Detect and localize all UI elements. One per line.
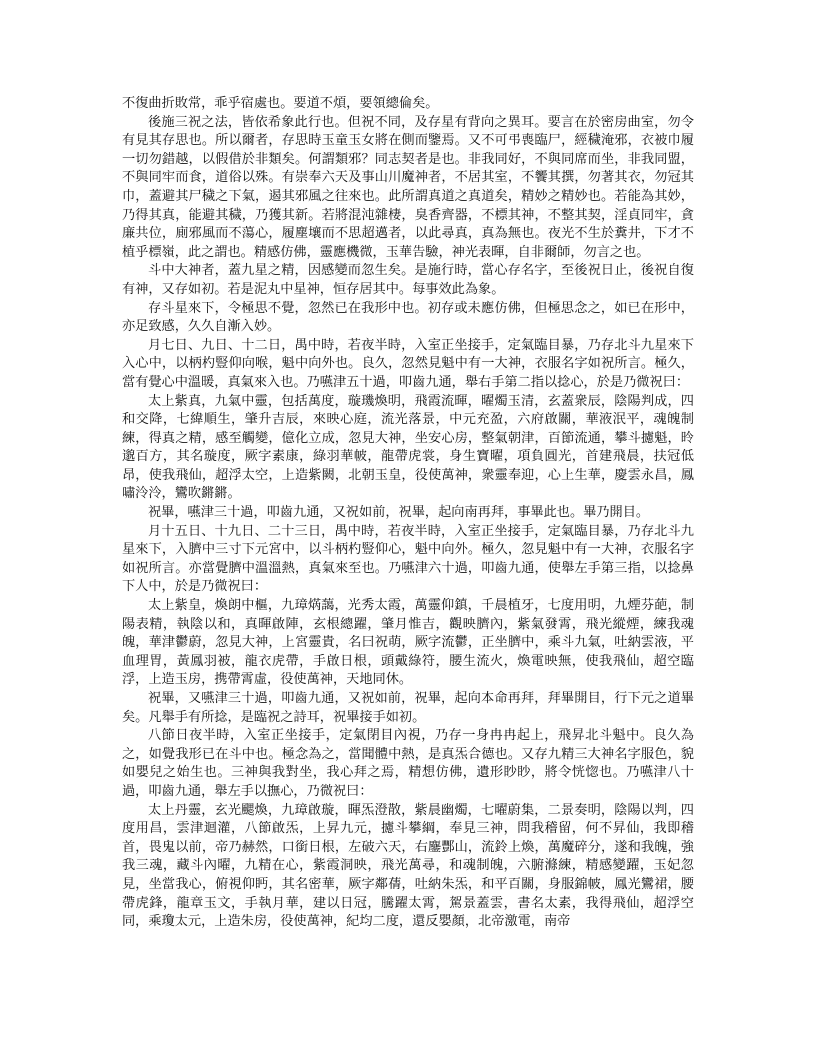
paragraph-10: 祝畢，又嚥津三十過，叩齒九通，又祝如前，祝畢，起向本命再拜，拜畢開目，行下元之道畢矣。凡舉手有所捻，是臨祝之詩耳，祝畢接手如初。 <box>122 691 694 725</box>
incantation-3: 太上丹靈，玄光颸煥，九璋啟璇，暉炁澄散，紫晨幽燭，七曜蔚集，二景奏明，陰陽以判，四度用昌，雲津迴灌，八節啟炁，上昇九元，攄斗攀綱，奉見三神，問我稽留，何不昇仙，我即稽首，畏鬼以前，帝乃赫然，口銜日根，左破六天，右鏖酆山，流鈴上煥，萬魔碎分，遂和我魄，強我三魂，藏斗內曜，九精在心，紫霞洞映，飛光萬尋，和魂制魄，六腑滌練，精感變躍，玉妃忽見，坐當我心，俯視仰眄，其名密華，厥字鄰蒨，吐納朱炁，和平百關，身服錦帔，鳳光鸞裙，腰帶虎鋒，龍章玉文，手執月華，建以日冠，騰躍太霄，駕景蓋雲，書名太素，我得飛仙，超浮空同，乘瓊太元，上造朱房，役使萬神，紀均二度，還反嬰顏，北帝激電，南帝 <box>122 802 694 930</box>
paragraph-1: 不復曲折敗常，乖乎宿處也。要道不煩，要領總倫矣。 <box>122 96 439 111</box>
paragraph-11: 八節日夜半時，入室正坐接手，定氣閉目內視，乃存一身冉冉起上，飛昇北斗魁中。良久為之，如覺我形已在斗中也。極念為之，當聞體中熱，是真炁合德也。又存九精三大神名字服色，貌如嬰兒之始生也。三神與我對坐，我心拜之焉，精想仿佛，遺形眇眇，將令恍惚也。乃嚥津八十過，叩齒九通，舉左手以撫心，乃微祝曰： <box>122 728 694 799</box>
paragraph-8: 月十五日、十九日、二十三日，禺中時，若夜半時，入室正坐接手，定氣臨目暴，乃存北斗九星來下，入臍中三寸下元宮中，以斗柄杓豎仰心，魁中向外。極久，忽見魁中有一大神，衣服名字如祝所言。亦當覺臍中溫溫熱，真氣來至也。乃嚥津六十過，叩齒九通，使舉左手第三指，以捻鼻下人中，於是乃微祝曰： <box>122 523 694 595</box>
paragraph-7: 祝畢，嚥津三十過，叩齒九通，又祝如前，祝畢，起向南再拜，事畢此也。畢乃開目。 <box>148 505 650 521</box>
paragraph-4: 存斗星來下，令極思不覺，忽然已在我形中也。初存或未應仿佛，但極思念之，如已在形中，亦足致感，久久自漸入妙。 <box>122 300 694 335</box>
paragraph-3: 斗中大神者，蓋九星之精，因感變而忽生矣。是施行時，當心存名字，至後祝日止，後祝自復有神，又存如初。若是泥丸中星神，恒存居其中。每事效此為象。 <box>122 263 694 297</box>
paragraph-2: 後施三祝之法，皆依希象此行也。但祝不同，及存星有背向之異耳。要言在於密房曲室，勿令有見其存思也。所以爾者，存思時玉童玉女將在側而鑒焉。又不可弔喪臨尸，經穢淹邪，衣被巾履一切勿錯越，以假借於非類矣。何謂類邪？同志契者是也。非我同好，不與同席而坐，非我同盟，不與同牢而食，道俗以殊。有崇奉六天及事山川魔神者，不居其室，不饗其撰，勿著其衣，勿冠其巾，蓋避其尸穢之下氣，遏其邪風之往來也。此所謂真道之真道矣，精妙之精妙也。若能為其妙，乃得其真，能避其穢，乃獲其新。若將混沌雜棲，臭香齊器，不標其神，不整其契，淫貞同牢，貪廉共位，廁邪風而不蕩心，履塵壤而不思超邁者，以此尋真，真為無也。夜光不生於糞井，下才不植乎標嶺，此之謂也。精感仿佛，靈應機微，玉華告驗，神光表暉，自非爾師，勿言之也。 <box>122 114 694 260</box>
document-page <box>122 95 694 932</box>
incantation-2: 太上紫皇，煥朗中樞，九璋焫藹，光秀太霞，萬靈仰鎮，千晨植牙，七度用明，九煙芬葩，制陽表精，執陰以和，真暉啟陣，玄根總躍，肇月惟吉，觀映臍內，紫氣發霄，飛光縱煙，練我魂魄，華津鬱蔚，忽見大神，上宮靈貴，名曰祝萌，厥字流鬱，正坐臍中，乘斗九氣，吐納雲液，平血理胃，黃鳳羽被，龍衣虎帶，手啟日根，頭戴綠符，腰生流火，煥電映無，使我飛仙，超空臨浮，上造玉房，携帶霄虛，役使萬神，天地同休。 <box>122 598 694 688</box>
paragraph-5: 月七日、九日、十二日，禺中時，若夜半時，入室正坐接手，定氣臨目暴，乃存北斗九星來下入心中，以柄杓豎仰向喉，魁中向外也。良久，忽然見魁中有一大神，衣服名字如祝所言。極久，當有覺心中溫暖，真氣來入也。乃嚥津五十過，叩齒九通，舉右手第二指以捻心，於是乃微祝曰： <box>122 337 694 390</box>
incantation-1: 太上紫真，九氣中靈，包括萬度，璇璣煥明，飛霞流暉，曜燭玉清，玄蓋衆辰，陰陽判成，四和交降，七緯順生，肇升吉辰，來映心庭，流光落景，中元充盈，六府啟關，華液泯平，魂魄制練，得真之精，感至觸變，億化立成，忽見大神，坐安心房，整氣朝津，百節流通，攀斗攄魁，昤邈百方，其名璇度，厥字素康，綠羽華帔，龍帶虎裳，身生寶曜，項負圓光，首建飛晨，扶冠低昂，使我飛仙，超浮太空，上造紫闕，北朝玉皇，役使萬神，衆靈奉迎，心上生華，慶雲永昌，鳳嘯泠泠，鸞吹鏘鏘。 <box>122 393 694 502</box>
